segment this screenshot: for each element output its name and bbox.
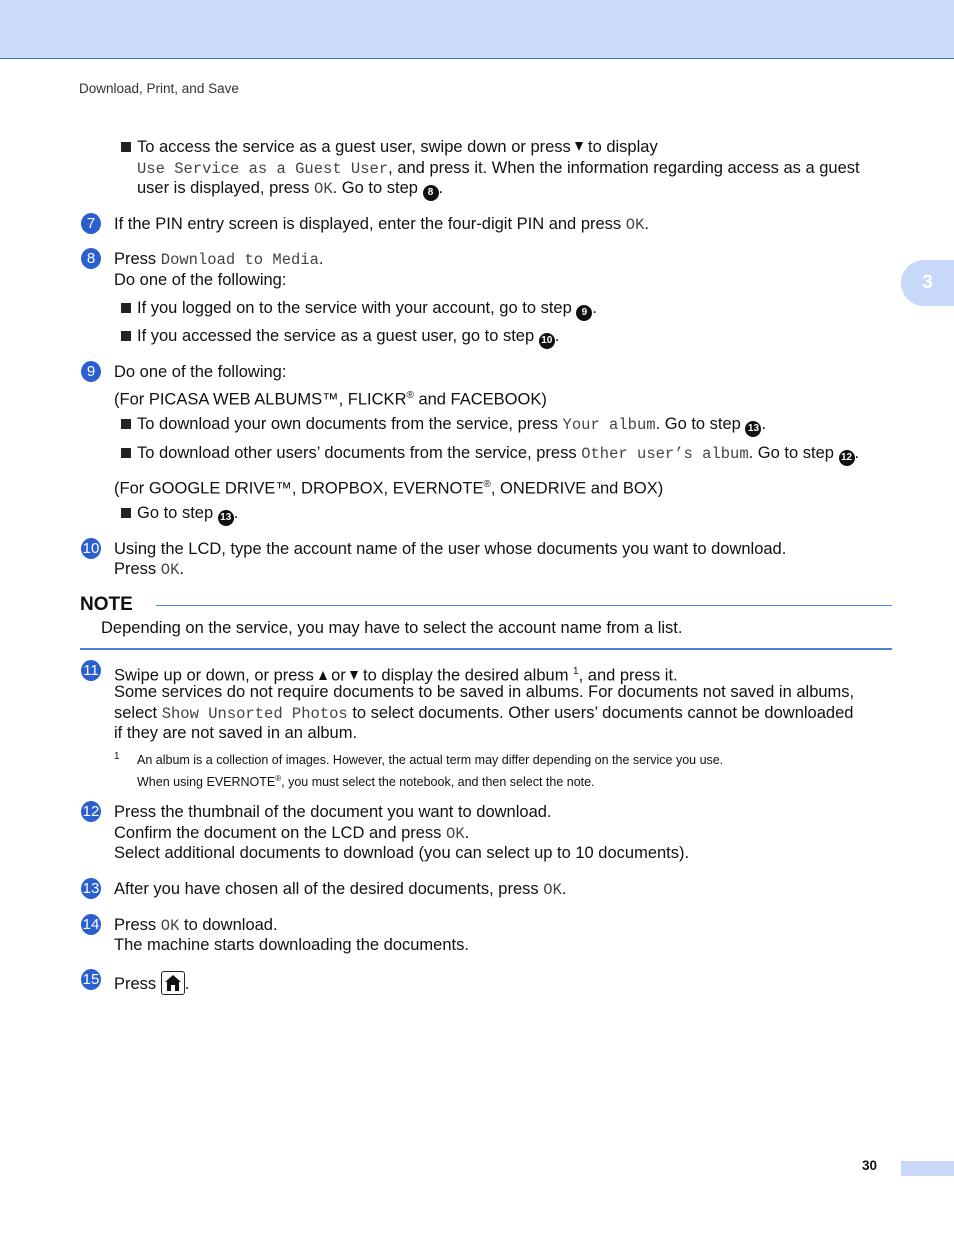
step-number-12: 12: [82, 803, 100, 820]
page-number: 30: [862, 1158, 878, 1173]
lcd-label: OK: [314, 180, 333, 198]
lcd-label: Other user’s album: [581, 445, 749, 463]
step9-group2-heading: [114, 475, 663, 499]
footnote-line1: An album is a collection of images. However, the actual term may differ depending on the service you use.: [137, 753, 724, 767]
text: Confirm the document on the LCD and press: [114, 824, 442, 842]
bullet-square: [121, 142, 131, 152]
text: .: [464, 824, 470, 842]
header-band: [0, 0, 954, 59]
step10-line2: [114, 559, 184, 580]
text: .: [184, 975, 190, 993]
step8-line1: [114, 249, 324, 270]
registered-mark: ®: [483, 479, 491, 490]
text: , and press it. When the information regarding access as a guest: [388, 159, 860, 177]
registered-mark: ®: [406, 390, 414, 401]
text: to display: [587, 138, 658, 156]
text: Press: [114, 975, 157, 993]
note-divider-top: [156, 605, 892, 606]
guest-bullet-line3: [137, 178, 443, 201]
lcd-label: Your album: [562, 416, 656, 434]
text: to select documents. Other users’ documents cannot be downloaded: [352, 704, 854, 722]
step-number-14: 14: [82, 916, 100, 933]
text: To access the service as a guest user, swipe down or press: [137, 138, 571, 156]
guest-bullet-line2: [137, 158, 860, 179]
text: If you accessed the service as a guest user, go to step: [137, 327, 535, 345]
text: .: [233, 504, 239, 522]
text: , you must select the notebook, and then select the note.: [281, 775, 595, 790]
step12-line2: [114, 823, 469, 844]
step9-bullet3: [137, 503, 238, 526]
step11-line3: [114, 703, 853, 724]
step-number-8: 8: [81, 248, 101, 269]
step13-text: [114, 879, 566, 900]
text: .: [318, 250, 324, 268]
step14-line2: The machine starts downloading the documents.: [114, 936, 469, 954]
bullet-square: [121, 448, 131, 458]
step9-bullet1: [137, 414, 766, 437]
step8-bullet2: [137, 326, 559, 349]
text: . Go to step: [748, 444, 834, 462]
step-number-11: 11: [81, 660, 101, 681]
lcd-label: OK: [625, 216, 645, 234]
page-number-bar: [901, 1161, 954, 1176]
text: If the PIN entry screen is displayed, enter the four-digit PIN and press: [114, 215, 622, 233]
step8-line2: Do one of the following:: [114, 271, 287, 289]
step-number-15: 15: [82, 971, 100, 988]
step8-bullet1: [137, 298, 597, 321]
text: After you have chosen all of the desired documents, press: [114, 880, 539, 898]
footnote-line2: [137, 771, 595, 790]
lcd-label: OK: [446, 825, 465, 843]
text: , ONEDRIVE and BOX): [490, 479, 664, 498]
footnote-mark: 1: [114, 751, 120, 762]
text: . Go to step: [332, 179, 418, 197]
step12-line3: Select additional documents to download (you can select up to 10 documents).: [114, 844, 690, 862]
registered-mark: ®: [275, 774, 282, 783]
step11-line4: if they are not saved in an album.: [114, 724, 358, 742]
step14-line1: [114, 915, 278, 936]
text: (For PICASA WEB ALBUMS™, FLICKR: [114, 390, 407, 409]
step-number-13: 13: [82, 880, 100, 897]
text: .: [561, 880, 567, 898]
text: .: [854, 444, 860, 462]
note-title: NOTE: [80, 594, 133, 615]
guest-bullet-line1: [137, 137, 658, 157]
text: Press: [114, 916, 157, 934]
step-number-9: 9: [81, 361, 101, 382]
note-divider-bottom: [80, 648, 892, 650]
text: and FACEBOOK): [413, 390, 547, 409]
lcd-label: OK: [160, 561, 180, 579]
text: .: [592, 299, 597, 317]
step-reference: 10: [539, 333, 555, 349]
lcd-label: OK: [543, 881, 562, 899]
text: Go to step: [137, 504, 214, 522]
text: .: [438, 179, 444, 197]
chapter-tab: 3: [901, 260, 954, 306]
step9-line1: Do one of the following:: [114, 363, 287, 381]
bullet-square: [121, 419, 131, 429]
text: To download other users’ documents from the service, press: [137, 444, 577, 462]
lcd-label: OK: [160, 917, 180, 935]
text: to display the desired album: [362, 666, 569, 685]
step-number-7: 7: [81, 213, 101, 234]
lcd-label: Use Service as a Guest User: [137, 160, 389, 178]
step-reference: 12: [839, 450, 855, 466]
text: user is displayed, press: [137, 179, 310, 197]
step-number-10: 10: [82, 540, 100, 557]
text: Press: [114, 250, 157, 268]
text: .: [644, 215, 649, 233]
down-arrow-icon: [350, 671, 358, 680]
text: .: [179, 560, 184, 578]
text: . Go to step: [655, 415, 741, 433]
step12-line1: Press the thumbnail of the document you want to download.: [114, 803, 552, 821]
text: , and press it.: [578, 666, 678, 685]
text: (For GOOGLE DRIVE™, DROPBOX, EVERNOTE: [114, 479, 484, 498]
step9-bullet2: [137, 443, 859, 466]
step-reference: 13: [745, 421, 761, 437]
running-title: Download, Print, and Save: [79, 81, 239, 96]
bullet-square: [121, 508, 131, 518]
down-arrow-icon: [575, 142, 583, 151]
text: To download your own documents from the service, press: [137, 415, 558, 433]
bullet-square: [121, 303, 131, 313]
lcd-label: Download to Media: [160, 251, 319, 269]
text: or: [331, 666, 346, 685]
text: .: [554, 327, 560, 345]
home-icon: [161, 971, 185, 995]
text: Press: [114, 560, 157, 578]
note-text: Depending on the service, you may have to select the account name from a list.: [101, 619, 683, 637]
step11-line2: Some services do not require documents to be saved in albums. For documents not saved in albums,: [114, 683, 855, 701]
step-reference: 13: [218, 510, 234, 526]
step-reference: 9: [576, 305, 592, 321]
step15-text: [114, 971, 189, 995]
step-reference: 8: [423, 185, 439, 201]
text: Swipe up or down, or press: [114, 666, 314, 685]
text: If you logged on to the service with your account, go to step: [137, 299, 572, 317]
text: to download.: [183, 916, 278, 934]
text: select: [114, 704, 158, 722]
text: When using EVERNOTE: [137, 775, 276, 790]
bullet-square: [121, 331, 131, 341]
step9-group1-heading: [114, 386, 547, 410]
text: .: [761, 415, 767, 433]
up-arrow-icon: [319, 671, 327, 680]
step7-text: [114, 214, 649, 235]
lcd-label: Show Unsorted Photos: [161, 705, 348, 723]
step10-line1: Using the LCD, type the account name of the user whose documents you want to download.: [114, 540, 787, 558]
footnote-reference: 1: [573, 666, 579, 677]
